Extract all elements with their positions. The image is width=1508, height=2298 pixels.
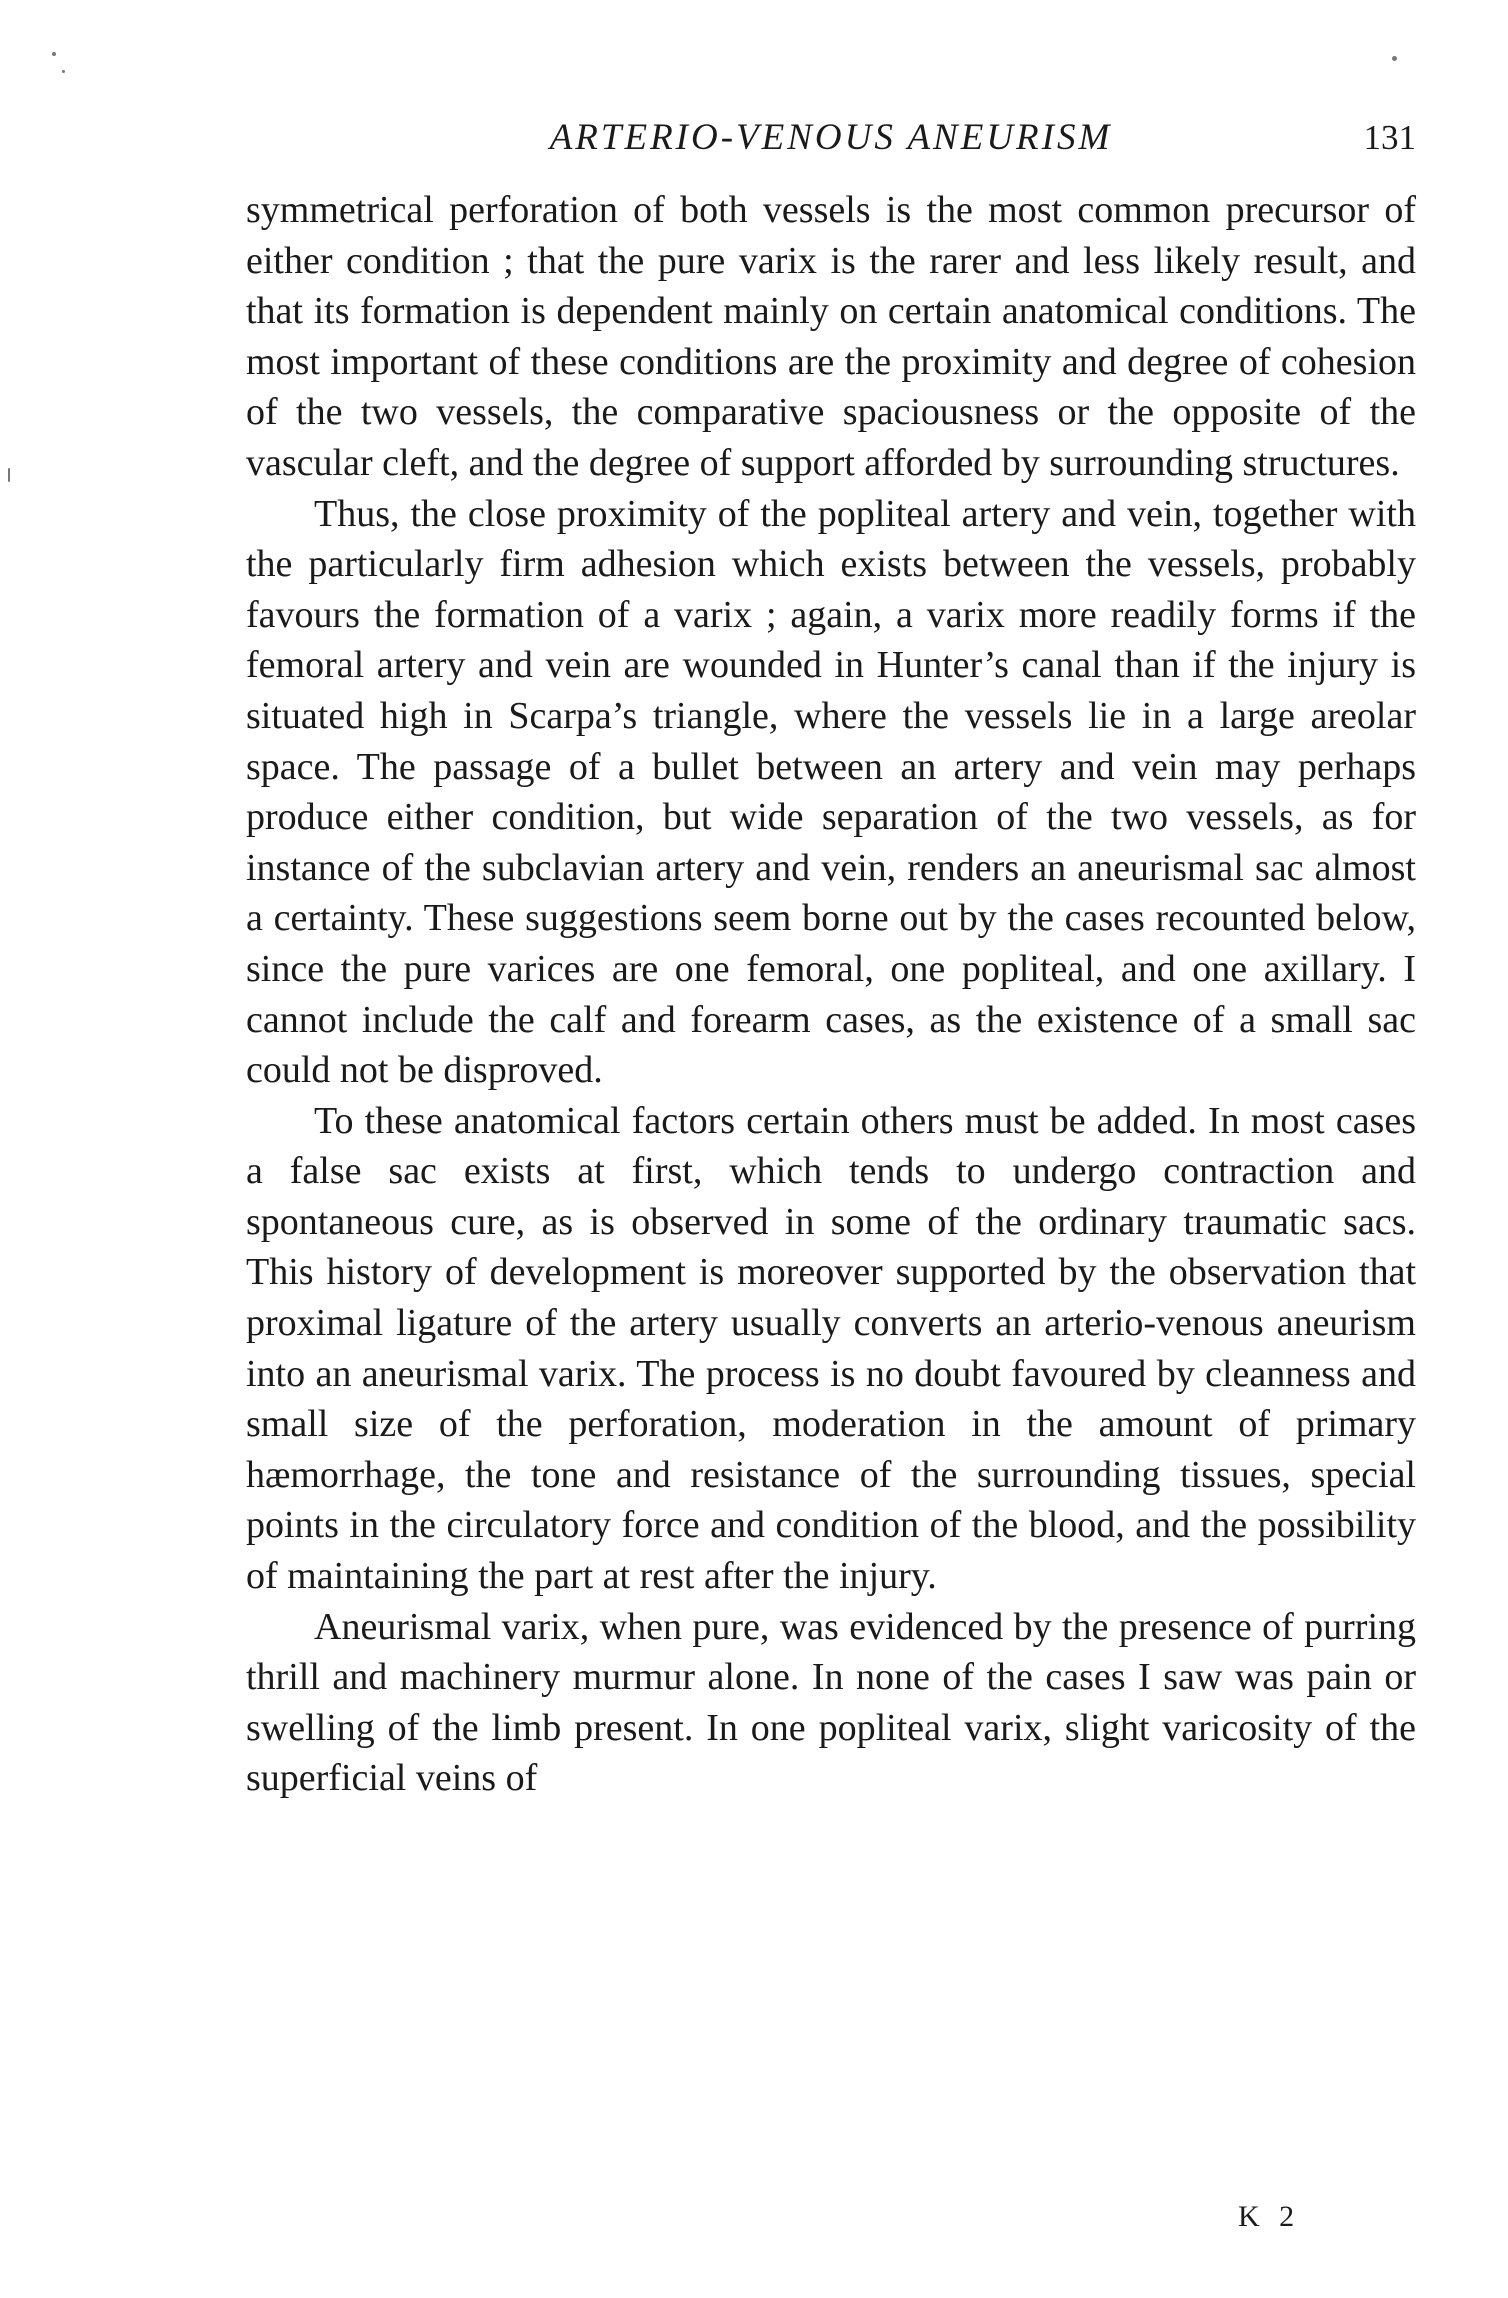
- scan-speck: [52, 52, 56, 56]
- paragraph-popliteal-proximity: Thus, the close proximity of the popliteal artery and vein, together with the particularly firm adhesion which exists between the vessels, probably favours the formation of a varix ; again, a varix more readily forms if the femoral artery and vein are wounded in Hunter’s canal than if the injury is situated high in Scarpa’s triangle, where the vessels lie in a large areolar space. The passage of a bullet between an artery and vein may perhaps produce either condition, but wide separation of the two vessels, as for instance of the subclavian artery and vein, renders an aneurismal sac almost a certainty. These suggestions seem borne out by the cases recounted below, since the pure varices are one femoral, one popliteal, and one axillary. I cannot include the calf and forearm cases, as the existence of a small sac could not be disproved.: [246, 492, 1416, 1092]
- scan-speck: [62, 70, 65, 73]
- running-title: ARTERIO-VENOUS ANEURISM: [549, 117, 1113, 158]
- scan-speck: [1392, 56, 1397, 61]
- paragraph-aneurismal-varix: Aneurismal varix, when pure, was evidenced by the presence of purring thrill and machinery murmur alone. In none of the cases I saw was pain or swelling of the limb present. In one popliteal varix, slight varicosity of the superficial veins of: [246, 1605, 1416, 1800]
- body-text: [246, 185, 1416, 1804]
- paragraph-anatomical-factors: To these anatomical factors certain others must be added. In most cases a false sac exists at first, which tends to undergo contraction and spontaneous cure, as is observed in some of the ordinary traumatic sacs. This history of development is moreover supported by the observation that proximal ligature of the artery usually converts an arterio-venous aneurism into an aneurismal varix. The process is no doubt favoured by cleanness and small size of the perforation, moderation in the amount of primary hæmorrhage, the tone and resistance of the surrounding tissues, special points in the circulatory force and condition of the blood, and the possibility of maintaining the part at rest after the injury.: [246, 1099, 1416, 1598]
- paragraph-continuation: symmetrical perforation of both vessels is the most common precursor of either condition ; that the pure varix is the rarer and less likely result, and that its formation is dependent mainly on certain anatomical conditions. The most important of these conditions are the proximity and degree of cohesion of the two vessels, the comparative spaciousness or the opposite of the vascular cleft, and the degree of support afforded by surrounding structures.: [246, 189, 1416, 484]
- signature-mark: K 2: [1238, 2200, 1301, 2233]
- scan-speck: [8, 468, 10, 482]
- running-head: [246, 108, 1416, 168]
- page-number: 131: [1363, 118, 1416, 157]
